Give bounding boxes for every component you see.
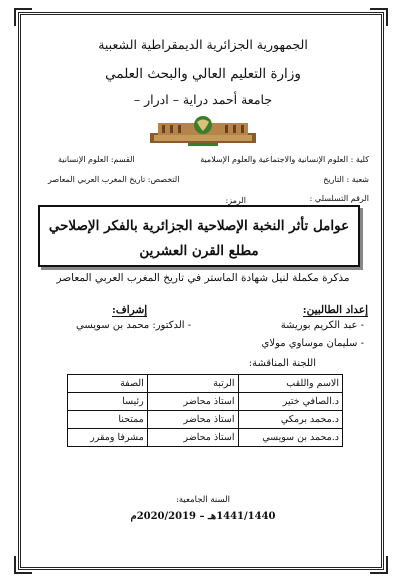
supervisor-label: إشراف: — [112, 304, 148, 316]
academic-year-value: 1441/1440هـ – 2020/2019م — [130, 511, 276, 522]
academic-year-label: السنة الجامعية: — [175, 495, 231, 505]
column-header-name: الاسم واللقب — [238, 375, 343, 393]
ministry-heading: وزارة التعليم العالي والبحث العلمي — [105, 66, 301, 82]
student-name: - سليمان موساوي مولاي — [261, 338, 364, 349]
memo-description: مذكرة مكملة لنيل شهادة الماستر في تاريخ المغرب العربي المعاصر — [56, 272, 350, 284]
department-line: القسم: العلوم الإنسانية — [58, 155, 135, 164]
committee-table — [67, 374, 343, 447]
specialty-line: التخصص: تاريخ المغرب العربي المعاصر — [48, 175, 180, 184]
member-role: ممتحنا — [68, 411, 148, 429]
table-row — [68, 411, 343, 429]
republic-heading: الجمهورية الجزائرية الديمقراطية الشعبية — [98, 37, 308, 52]
thesis-title-box — [38, 205, 360, 267]
university-heading: جامعة أحمد دراية – ادرار – — [133, 92, 273, 107]
faculty-line: كلية : العلوم الإنسانية والاجتماعية والعلوم الإسلامية — [200, 155, 369, 164]
column-header-rank: الرتبة — [147, 375, 238, 393]
branch-line: شعبة : التاريخ — [323, 175, 369, 184]
university-logo-icon — [150, 115, 256, 147]
column-header-role: الصفة — [68, 375, 148, 393]
committee-label: اللجنة المناقشة: — [248, 358, 316, 369]
table-header-row — [68, 375, 343, 393]
member-name: د.الصافي ختير — [238, 393, 343, 411]
member-rank: استاذ محاضر — [147, 429, 238, 447]
serial-number-line: الرقم التسلسلي : — [309, 194, 369, 203]
border-corner — [14, 8, 32, 26]
member-rank: استاذ محاضر — [147, 393, 238, 411]
member-role: مشرفا ومقرر — [68, 429, 148, 447]
supervisor-name: - الدكتور: محمد بن سويسي — [76, 320, 192, 331]
member-rank: استاذ محاضر — [147, 411, 238, 429]
thesis-title-line-2: مطلع القرن العشرين — [139, 243, 259, 259]
code-line: الرمز: — [225, 196, 246, 205]
member-name: د.محمد برمكي — [238, 411, 343, 429]
member-role: رئيسا — [68, 393, 148, 411]
table-row — [68, 393, 343, 411]
students-label: إعداد الطالبين: — [302, 304, 368, 316]
member-name: د.محمد بن سويسي — [238, 429, 343, 447]
thesis-title-line-1: عوامل تأثر النخبة الإصلاحية الجزائرية بالفكر الإصلاحي — [48, 218, 350, 234]
border-corner — [370, 8, 388, 26]
student-name: - عبد الكريم بوريشة — [280, 320, 364, 331]
border-corner — [14, 556, 32, 574]
table-row — [68, 429, 343, 447]
border-corner — [370, 556, 388, 574]
